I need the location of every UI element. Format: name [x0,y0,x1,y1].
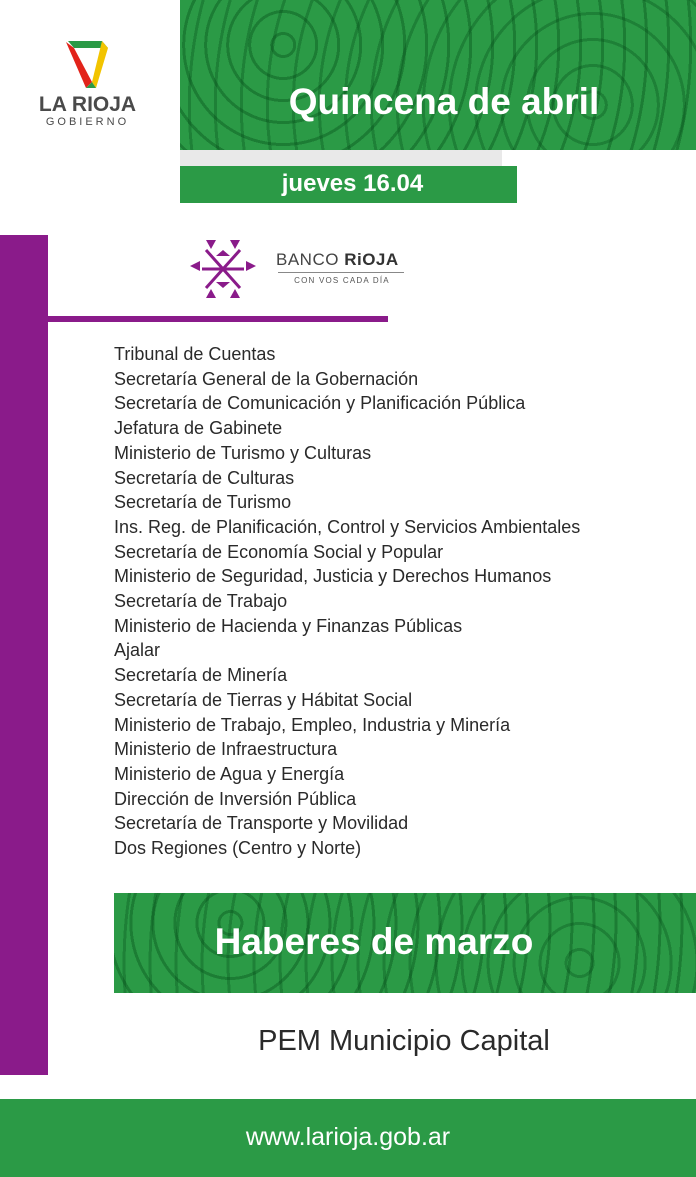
list-item: Dirección de Inversión Pública [114,788,357,809]
list-item: Ministerio de Turismo y Culturas [114,442,372,463]
list-item: Ajalar [114,640,161,661]
list-item: Dos Regiones (Centro y Norte) [114,838,362,859]
list-item: Ins. Reg. de Planificación, Control y Servicios Ambientales [114,516,581,537]
list-item: Secretaría de Comunicación y Planificación Pública [114,393,526,414]
purple-divider [48,316,388,322]
date-bar [180,166,517,203]
list-item: Secretaría de Transporte y Movilidad [114,813,409,834]
logo-name: LA RIOJA [38,93,137,116]
footer-url-link[interactable]: www.larioja.gob.ar [245,1123,451,1151]
logo-subtitle: GOBIERNO [45,116,130,128]
banco-rioja-star-icon [188,236,258,302]
list-item: Jefatura de Gabinete [114,418,283,439]
bank-name [276,249,416,271]
bank-divider [278,272,404,273]
page-title: Quincena de abril [288,81,600,122]
list-item: Secretaría de Minería [114,665,288,686]
entity-list [114,342,674,861]
list-item: Ministerio de Infraestructura [114,739,338,760]
list-item: Ministerio de Trabajo, Empleo, Industria y Minería [114,714,511,735]
purple-side-bar [0,235,48,1075]
list-item: Secretaría de Culturas [114,467,295,488]
haberes-banner [114,893,696,993]
bank-tagline: CON VOS CADA DÍA [294,276,390,285]
footer-bar [0,1099,696,1177]
date-text: jueves 16.04 [281,170,424,197]
bank-name-strong: RiOJA [344,250,399,269]
list-item: Ministerio de Hacienda y Finanzas Públicas [114,615,463,636]
list-item: Secretaría de Trabajo [114,591,288,612]
list-item: Secretaría de Turismo [114,492,292,513]
header-banner [180,0,696,150]
la-rioja-logo [30,38,145,130]
list-item: Tribunal de Cuentas [114,344,276,364]
bank-name-prefix: BANCO [276,250,339,269]
list-item: Ministerio de Agua y Energía [114,763,345,784]
list-item: Secretaría General de la Gobernación [114,368,419,389]
list-item: Secretaría de Tierras y Hábitat Social [114,689,413,710]
date-bar-shadow [180,150,502,166]
pem-subtitle: PEM Municipio Capital [258,1025,550,1057]
list-item: Secretaría de Economía Social y Popular [114,541,444,562]
la-rioja-emblem-icon [30,38,145,94]
haberes-title: Haberes de marzo [214,921,534,962]
list-item: Ministerio de Seguridad, Justicia y Derechos Humanos [114,566,552,587]
